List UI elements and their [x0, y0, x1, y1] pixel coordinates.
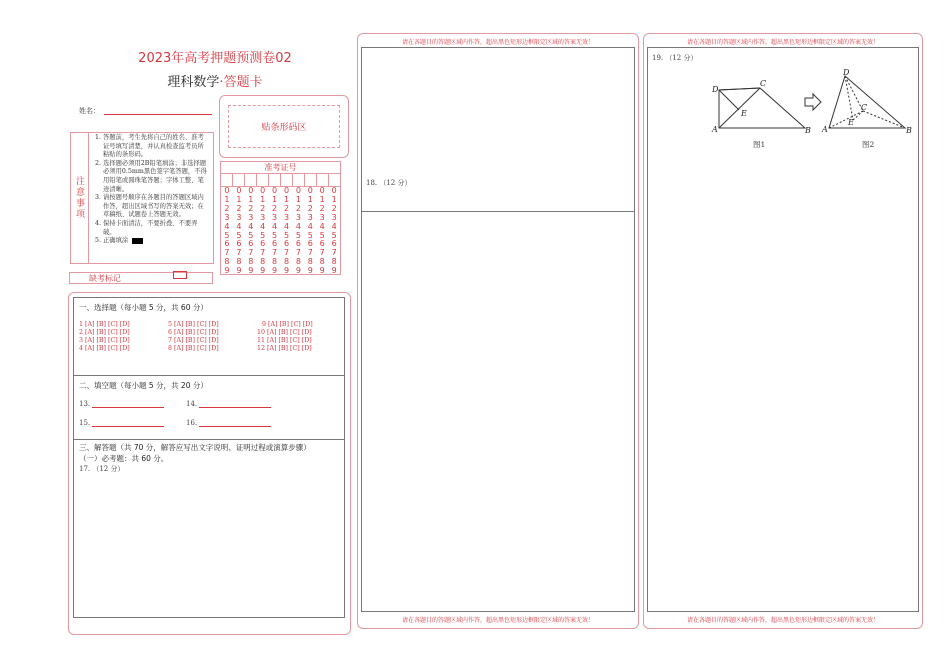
admission-digit-column — [257, 187, 269, 276]
question-17-label: 17. （12 分） — [79, 465, 125, 473]
admission-digit-bubble[interactable]: 9 — [236, 266, 242, 276]
admission-digit-bubble[interactable]: 1 — [295, 194, 301, 204]
notice-item-correct-fill: 5. 正确填涂 — [103, 237, 210, 246]
choice-question-10[interactable]: 10 [A] [B] [C] [D] — [257, 329, 312, 336]
admission-digit-bubble[interactable]: 5 — [331, 230, 337, 240]
admission-digit-bubble[interactable]: 0 — [295, 186, 301, 195]
barcode-label: 贴条形码区 — [228, 105, 340, 148]
choice-question-6[interactable]: 6 [A] [B] [C] [D] — [168, 329, 219, 336]
absent-checkbox[interactable] — [173, 271, 187, 279]
exam-subtitle — [70, 71, 360, 90]
admission-digit-bubble[interactable]: 2 — [319, 203, 325, 213]
admission-digit-bubble[interactable]: 4 — [224, 221, 230, 231]
admission-number-grid — [220, 161, 341, 275]
fig2-caption: 图2 — [862, 140, 875, 149]
admission-digit-bubble[interactable]: 3 — [236, 212, 242, 222]
warning-bottom-col3: 请在各题目的答题区域内作答，超出黑色矩形边框限定区域的答案无效！ — [686, 617, 879, 624]
admission-digit-bubble[interactable]: 2 — [295, 203, 301, 213]
admission-digit-bubble[interactable]: 9 — [319, 266, 325, 276]
admission-digit-bubble[interactable]: 5 — [224, 230, 230, 240]
admission-digit-bubble[interactable]: 4 — [260, 221, 266, 231]
admission-digit-bubble[interactable]: 2 — [283, 203, 290, 213]
choice-question-9[interactable]: 9 [A] [B] [C] [D] — [262, 321, 313, 328]
admission-digit-bubble[interactable]: 6 — [224, 239, 230, 249]
fig1-label-e: E — [741, 109, 747, 118]
fill-q13: 13. — [79, 400, 164, 408]
admission-digit-bubble[interactable]: 4 — [283, 221, 290, 231]
admission-digit-bubble[interactable]: 1 — [331, 194, 337, 204]
fig2-label-c: C — [861, 103, 868, 112]
admission-digit-bubble[interactable]: 3 — [307, 212, 313, 222]
subtitle-separator: · — [219, 75, 224, 90]
pyramid-outline — [829, 76, 905, 128]
figure-2 — [829, 76, 905, 128]
admission-digit-bubble[interactable]: 7 — [283, 248, 290, 258]
exam-title: 2023年高考押题预测卷02 — [138, 51, 292, 66]
admission-digit-column — [328, 187, 340, 276]
admission-digit-bubble[interactable]: 6 — [331, 239, 337, 249]
admission-digit-bubble[interactable]: 1 — [248, 194, 254, 204]
notice-item: 3. 请按题号顺序在各题目的答题区域内作答，超出区域书写的答案无效；在草稿纸、试题卷上答题无效。 — [103, 194, 210, 220]
admission-digit-bubble[interactable]: 8 — [236, 257, 242, 267]
name-label: 姓名： — [79, 107, 100, 115]
admission-digit-bubble[interactable]: 0 — [307, 186, 313, 195]
choice-question-4[interactable]: 4 [A] [B] [C] [D] — [79, 345, 130, 352]
choice-question-8[interactable]: 8 [A] [B] [C] [D] — [168, 345, 219, 352]
admission-digit-column — [233, 187, 245, 276]
admission-digit-bubble[interactable]: 8 — [248, 257, 254, 267]
warning-top-col3: 请在各题目的答题区域内作答，超出黑色矩形边框限定区域的答案无效！ — [686, 39, 879, 46]
admission-write-cell[interactable] — [269, 174, 281, 186]
admission-digit-bubble[interactable]: 4 — [331, 221, 337, 231]
fig1-label-b: B — [805, 126, 811, 135]
admission-digit-bubble[interactable]: 2 — [248, 203, 254, 213]
fill-q16: 16. — [186, 419, 271, 427]
fill-answer-line[interactable] — [199, 419, 271, 427]
barcode-area — [219, 95, 349, 158]
admission-digit-bubble[interactable]: 9 — [272, 266, 278, 276]
admission-digit-bubble[interactable]: 9 — [260, 266, 266, 276]
admission-digit-bubble[interactable]: 9 — [224, 266, 230, 276]
notice-item: 4. 保持卡面清洁，不要折叠、不要弄破。 — [103, 220, 210, 237]
fig1-label-a: A — [712, 125, 718, 134]
choice-question-3[interactable]: 3 [A] [B] [C] [D] — [79, 337, 130, 344]
absent-mark — [69, 272, 213, 284]
warning-top-col2: 请在各题目的答题区域内作答，超出黑色矩形边框限定区域的答案无效！ — [401, 39, 594, 46]
fig1-label-d: D — [712, 85, 719, 94]
admission-digit-column — [304, 187, 316, 276]
admission-digit-bubble[interactable]: 1 — [307, 194, 313, 204]
admission-write-cell[interactable] — [329, 174, 340, 186]
notice-list — [88, 132, 214, 264]
admission-digit-bubble[interactable]: 4 — [295, 221, 301, 231]
admission-digit-bubble[interactable]: 7 — [248, 248, 254, 258]
admission-digit-bubble[interactable]: 5 — [236, 230, 242, 240]
admission-digit-bubble[interactable]: 6 — [307, 239, 313, 249]
admission-digit-bubble[interactable]: 9 — [307, 266, 313, 276]
admission-digit-bubble[interactable]: 4 — [248, 221, 254, 231]
admission-write-cell[interactable] — [317, 174, 329, 186]
admission-digit-bubble[interactable]: 3 — [295, 212, 301, 222]
admission-digit-bubble[interactable]: 8 — [272, 257, 278, 267]
admission-digit-bubble[interactable]: 2 — [236, 203, 242, 213]
fill-answer-line[interactable] — [92, 400, 164, 408]
admission-digit-bubble[interactable]: 0 — [224, 186, 230, 195]
admission-digit-bubble[interactable]: 3 — [248, 212, 254, 222]
fig1-caption: 图1 — [753, 140, 766, 149]
admission-digit-column — [292, 187, 304, 276]
admission-digit-bubble[interactable]: 4 — [272, 221, 278, 231]
admission-write-cell[interactable] — [233, 174, 245, 186]
admission-digit-columns — [221, 187, 340, 276]
admission-digit-bubble[interactable]: 7 — [307, 248, 313, 258]
admission-digit-bubble[interactable]: 8 — [319, 257, 325, 267]
admission-digit-bubble[interactable]: 9 — [248, 266, 254, 276]
admission-digit-bubble[interactable]: 3 — [331, 212, 337, 222]
admission-digit-bubble[interactable]: 0 — [319, 186, 325, 195]
trapezoid-outline — [719, 88, 805, 128]
admission-digit-column — [281, 187, 293, 276]
admission-digit-bubble[interactable]: 6 — [260, 239, 266, 249]
arrow-icon — [805, 94, 821, 110]
subject-label: 理科数学 — [167, 75, 220, 90]
answer-region-col2[interactable] — [361, 47, 635, 612]
admission-digit-bubble[interactable]: 5 — [283, 230, 290, 240]
admission-digit-bubble[interactable]: 0 — [272, 186, 278, 195]
choice-question-1[interactable]: 1 [A] [B] [C] [D] — [79, 321, 130, 328]
admission-digit-bubble[interactable]: 5 — [319, 230, 325, 240]
admission-digit-bubble[interactable]: 7 — [272, 248, 278, 258]
admission-write-cell[interactable] — [221, 174, 233, 186]
admission-digit-bubble[interactable]: 7 — [260, 248, 266, 258]
admission-digit-bubble[interactable]: 2 — [307, 203, 313, 213]
admission-digit-bubble[interactable]: 2 — [331, 203, 337, 213]
admission-digit-bubble[interactable]: 7 — [331, 248, 337, 258]
admission-digit-bubble[interactable]: 9 — [295, 266, 301, 276]
fill-q15: 15. — [79, 419, 164, 427]
choice-question-7[interactable]: 7 [A] [B] [C] [D] — [168, 337, 219, 344]
notice-heading: 注意事项 — [70, 132, 88, 264]
filled-mark-sample — [132, 238, 143, 244]
admission-digit-bubble[interactable]: 8 — [307, 257, 313, 267]
fill-q14: 14. — [186, 400, 271, 408]
section1-title: 一、选择题（每小题 5 分，共 60 分） — [79, 303, 208, 312]
admission-digit-bubble[interactable]: 3 — [272, 212, 278, 222]
fill-answer-line[interactable] — [199, 400, 271, 408]
fig2-label-a: A — [822, 125, 828, 134]
admission-digit-bubble[interactable]: 6 — [248, 239, 254, 249]
admission-digit-bubble[interactable]: 8 — [331, 257, 337, 267]
admission-digit-bubble[interactable]: 3 — [260, 212, 266, 222]
admission-digit-bubble[interactable]: 4 — [236, 221, 242, 231]
admission-digit-bubble[interactable]: 7 — [319, 248, 325, 258]
admission-write-cell[interactable] — [245, 174, 257, 186]
admission-write-cell[interactable] — [305, 174, 317, 186]
fill-answer-line[interactable] — [92, 419, 164, 427]
admission-digit-bubble[interactable]: 1 — [236, 194, 242, 204]
card-label: 答题卡 — [223, 75, 263, 90]
admission-digit-bubble[interactable]: 5 — [272, 230, 278, 240]
question-19-label: 19. （12 分） — [652, 54, 698, 62]
admission-digit-bubble[interactable]: 9 — [331, 266, 337, 276]
admission-digit-bubble[interactable]: 9 — [283, 266, 290, 276]
segment-ac — [719, 88, 760, 128]
admission-digit-bubble[interactable]: 4 — [307, 221, 313, 231]
admission-digit-bubble[interactable]: 5 — [248, 230, 254, 240]
admission-digit-bubble[interactable]: 3 — [283, 212, 290, 222]
warning-bottom-col2: 请在各题目的答题区域内作答，超出黑色矩形边框限定区域的答案无效！ — [401, 617, 594, 624]
admission-digit-bubble[interactable]: 0 — [236, 186, 242, 195]
absent-label: 缺考标记 — [89, 274, 121, 283]
admission-digit-bubble[interactable]: 1 — [272, 194, 278, 204]
notice-item: 1. 答题前，考生先将自己的姓名、准考证号填写清楚，并认真检查监考员所粘贴的条形码。 — [103, 134, 210, 160]
fig2-label-d: D — [843, 68, 850, 77]
admission-digit-column — [221, 187, 233, 276]
section2-title: 二、填空题（每小题 5 分，共 20 分） — [79, 381, 208, 390]
choice-question-5[interactable]: 5 [A] [B] [C] [D] — [168, 321, 219, 328]
admission-digit-bubble[interactable]: 7 — [236, 248, 242, 258]
admission-write-cell[interactable] — [257, 174, 269, 186]
admission-digit-bubble[interactable]: 5 — [307, 230, 313, 240]
admission-digit-bubble[interactable]: 5 — [260, 230, 266, 240]
admission-digit-bubble[interactable]: 0 — [248, 186, 254, 195]
choice-question-12[interactable]: 12 [A] [B] [C] [D] — [257, 345, 312, 352]
region-divider-col2 — [361, 211, 635, 212]
admission-digit-bubble[interactable]: 2 — [260, 203, 266, 213]
admission-digit-bubble[interactable]: 8 — [295, 257, 301, 267]
admission-digit-bubble[interactable]: 2 — [272, 203, 278, 213]
admission-digit-bubble[interactable]: 0 — [331, 186, 337, 195]
admission-digit-bubble[interactable]: 1 — [224, 194, 230, 204]
multiple-choice-grid — [79, 321, 339, 355]
choice-question-11[interactable]: 11 [A] [B] [C] [D] — [257, 337, 312, 344]
admission-digit-bubble[interactable]: 0 — [283, 186, 290, 195]
admission-digit-bubble[interactable]: 8 — [224, 257, 230, 267]
name-field[interactable] — [104, 114, 212, 115]
admission-digit-bubble[interactable]: 7 — [224, 248, 230, 258]
section3-subtitle: （一）必考题：共 60 分。 — [79, 454, 169, 463]
notice-item: 2. 选择题必须用2B铅笔填涂；非选择题必须用0.5mm黑色签字笔答题，不得用铅笔或圆珠笔答题；字体工整、笔迹清晰。 — [103, 160, 210, 194]
admission-write-cell[interactable] — [293, 174, 305, 186]
fig2-label-e: E — [848, 118, 854, 127]
admission-label: 准考证号 — [221, 162, 340, 174]
fig2-label-b: B — [906, 126, 912, 135]
figure-1 — [719, 88, 805, 128]
geometry-figures — [705, 68, 920, 153]
fig1-label-c: C — [760, 79, 767, 88]
admission-digit-bubble[interactable]: 3 — [319, 212, 325, 222]
admission-digit-bubble[interactable]: 6 — [283, 239, 290, 249]
admission-digit-bubble[interactable]: 0 — [260, 186, 266, 195]
choice-question-2[interactable]: 2 [A] [B] [C] [D] — [79, 329, 130, 336]
admission-digit-column — [269, 187, 281, 276]
question-18-label: 18. （12 分） — [366, 179, 412, 187]
admission-digit-bubble[interactable]: 1 — [319, 194, 325, 204]
admission-digit-bubble[interactable]: 6 — [236, 239, 242, 249]
admission-write-cell[interactable] — [281, 174, 293, 186]
admission-digit-column — [316, 187, 328, 276]
admission-digit-bubble[interactable]: 6 — [272, 239, 278, 249]
admission-digit-bubble[interactable]: 5 — [295, 230, 301, 240]
section3-title: 三、解答题（共 70 分，解答应写出文字说明、证明过程或演算步骤） — [79, 443, 311, 452]
admission-digit-bubble[interactable]: 1 — [260, 194, 266, 204]
admission-digit-bubble[interactable]: 2 — [224, 203, 230, 213]
segment-de — [719, 90, 739, 110]
admission-digit-bubble[interactable]: 3 — [224, 212, 230, 222]
admission-digit-bubble[interactable]: 8 — [283, 257, 290, 267]
admission-digit-bubble[interactable]: 1 — [283, 194, 290, 204]
admission-digit-column — [245, 187, 257, 276]
admission-digit-bubble[interactable]: 8 — [260, 257, 266, 267]
admission-digit-bubble[interactable]: 6 — [319, 239, 325, 249]
admission-digit-bubble[interactable]: 4 — [319, 221, 325, 231]
admission-digit-bubble[interactable]: 6 — [295, 239, 301, 249]
admission-digit-bubble[interactable]: 7 — [295, 248, 301, 258]
